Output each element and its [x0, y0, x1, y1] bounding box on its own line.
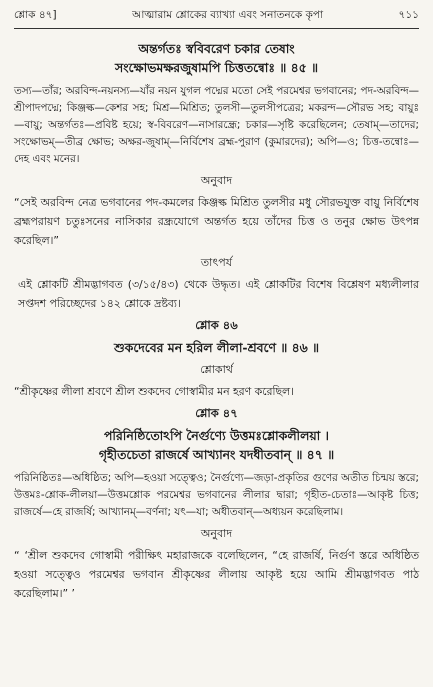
translation: “শ্রীকৃষ্ণের লীলা শ্রবণে শ্রীল শুকদেব গোস্বামীর মন হরণ করেছিল।: [14, 385, 294, 398]
verse-reference: শ্লোক ৪৭]: [14, 9, 57, 21]
running-head: [14, 8, 419, 29]
section-heading: অনুবাদ: [200, 527, 233, 540]
verse-number-heading: শ্লোক ৪৬: [195, 318, 238, 332]
verse-number-heading: শ্লোক ৪৭: [195, 406, 238, 420]
verse-line: অন্তর্গতঃ স্ববিবরেণ চকার তেষাং: [138, 41, 295, 56]
purport: এই শ্লোকটি শ্রীমদ্ভাগবত (৩/১৫/৪৩) থেকে উদ্ধৃত। এই শ্লোকটির বিশেষ বিশ্লেষণ মধ্যলীলার সপ্তদশ পরিচ্ছেদের ১৪২ শ্লোকে দ্রষ্টব্য।: [18, 278, 419, 310]
section-heading: শ্লোকার্থ: [200, 363, 233, 376]
translation: “ ‘শ্রীল শুকদেব গোস্বামী পরীক্ষিৎ মহারাজকে বলেছিলেন, “হে রাজর্ষি, নির্গুণ স্তরে অধিষ্ঠিত হওয়া সত্ত্বেও পরমেশ্বর ভগবান শ্রীকৃষ্ণের লীলায় আকৃষ্ট হয়ে আমি শ্রীমদ্ভাগবত পাঠ করেছিলাম।” ’: [14, 549, 419, 600]
verse-47-text: [14, 426, 419, 464]
verse-line: গৃহীতচেতা রাজর্ষে আখ্যানং যদধীতবান্ ॥ ৪৭ ॥: [98, 447, 335, 462]
word-for-word: তস্য—তাঁর; অরবিন্দ-নয়নস্য—যাঁর নয়ন যুগল পদ্মের মতো সেই পরমেশ্বর ভগবানের; পদ-অরবিন্দ—শ্রীপাদপদ্মে; কিঞ্জল্ক—কেশর সহ; মিশ্র—মিশ্রিত; তুলসী—তুলসীপত্রের; মকরন্দ—সৌরভ সহ; বায়ুঃ—বায়ু; অন্তর্গতঃ—প্রবিষ্ট হয়ে; স্ব-বিবরেণ—নাসারন্ধ্রে; চকার—সৃষ্টি করেছিলেন; তেষাম্—তাদের; সংক্ষোভম্—তীব্র ক্ষোভ; অক্ষর-জুষাম্—নির্বিশেষ ব্রহ্ম-পুরাণ (কুমারদের); অপি—ও; চিত্ত-তন্বোঃ—দেহ এবং মনের।: [14, 85, 419, 165]
translation: “সেই অরবিন্দ নেত্র ভগবানের পদ-কমলের কিঞ্জল্ক মিশ্রিত তুলসীর মধু সৌরভযুক্ত বায়ু নির্বিশেষ ব্রহ্মপরায়ণ চতুঃসনের নাসিকার রন্ধ্রযোগে অন্তর্গত হয়ে তাঁদের চিত্ত ও তনুর ক্ষোভ উৎপন্ন করেছিল।”: [14, 196, 419, 247]
section-heading: অনুবাদ: [200, 174, 233, 187]
page-number: ৭১১: [398, 9, 419, 21]
verse-line: শুকদেবের মন হরিল লীলা-শ্রবণে ॥ ৪৬ ॥: [113, 340, 319, 355]
verse-line: পরিনিষ্ঠিতোঽপি নৈর্গুণ্যে উত্তমঃশ্লোকলীলয়া ।: [104, 428, 329, 443]
verse-45-text: [14, 39, 419, 77]
section-heading: তাৎপর্য: [200, 256, 233, 269]
word-for-word: পরিনিষ্ঠিতঃ—অধিষ্ঠিত; অপি—হওয়া সত্ত্বেও; নৈর্গুণ্যে—জড়া-প্রকৃতির গুণের অতীত চিন্ময় স্তরে; উত্তমঃ-শ্লোক-লীলয়া—উত্তমশ্লোক পরমেশ্বর ভগবানের লীলার দ্বারা; গৃহীত-চেতাঃ—আকৃষ্ট চিত্ত; রাজর্ষে—হে রাজর্ষি; আখ্যানম্—বর্ণনা; যৎ—যা; অধীতবান্—অধ্যয়ন করেছিলাম।: [14, 472, 419, 518]
verse-line: সংক্ষোভমক্ষরজুষামপি চিত্ততন্বোঃ ॥ ৪৫ ॥: [115, 60, 318, 75]
chapter-title: আত্মারাম শ্লোকের ব্যাখ্যা এবং সনাতনকে কৃপা: [132, 9, 324, 21]
